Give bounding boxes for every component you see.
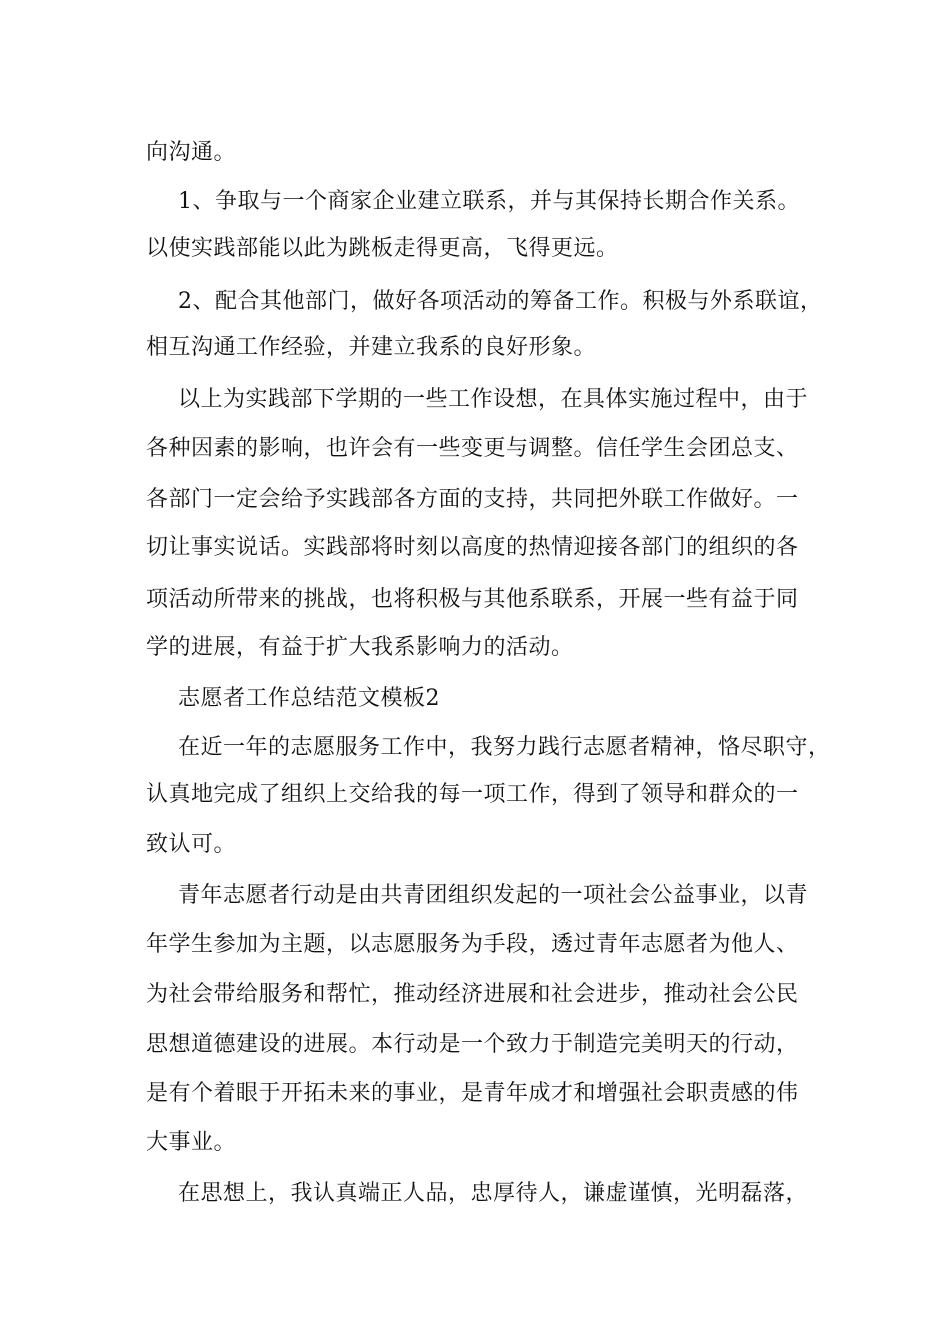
text-line: 年学生参加为主题，以志愿服务为手段，透过青年志愿者为他人、 — [146, 932, 799, 957]
text-line: 青年志愿者行动是由共青团组织发起的一项社会公益事业，以青 — [178, 883, 809, 908]
text-line: 学的进展，有益于扩大我系影响力的活动。 — [146, 635, 574, 660]
text-line: 致认可。 — [146, 832, 237, 857]
text-line: 以使实践部能以此为跳板走得更高，飞得更远。 — [146, 236, 619, 261]
text-line: 大事业。 — [146, 1130, 237, 1155]
text-line: 项活动所带来的挑战，也将积极与其他系联系，开展一些有益于同 — [146, 587, 799, 612]
text-line: 各部门一定会给予实践部各方面的支持，共同把外联工作做好。一 — [146, 487, 799, 512]
text-line: 为社会带给服务和帮忙，推动经济进展和社会进步，推动社会公民 — [146, 982, 799, 1007]
text-line: 是有个着眼于开拓未来的事业，是青年成才和增强社会职责感的伟 — [146, 1081, 799, 1106]
text-line: 1、争取与一个商家企业建立联系，并与其保持长期合作关系。 — [178, 189, 800, 214]
text-line: 切让事实说话。实践部将时刻以高度的热情迎接各部门的组织的各 — [146, 535, 799, 560]
text-line: 在思想上，我认真端正人品，忠厚待人，谦虚谨慎，光明磊落， — [178, 1181, 809, 1206]
text-line: 以上为实践部下学期的一些工作设想，在具体实施过程中，由于 — [178, 387, 809, 412]
text-line: 认真地完成了组织上交给我的每一项工作，得到了领导和群众的一 — [146, 782, 799, 807]
text-line: 各种因素的影响，也许会有一些变更与调整。信任学生会团总支、 — [146, 436, 799, 461]
text-line: 2、配合其他部门，做好各项活动的筹备工作。积极与外系联谊， — [178, 289, 823, 314]
text-line: 在近一年的志愿服务工作中，我努力践行志愿者精神，恪尽职守， — [178, 735, 831, 760]
text-line: 相互沟通工作经验，并建立我系的良好形象。 — [146, 335, 597, 360]
text-line: 思想道德建设的进展。本行动是一个致力于制造完美明天的行动， — [146, 1032, 799, 1057]
section-heading: 志愿者工作总结范文模板2 — [178, 686, 440, 711]
text-line: 向沟通。 — [146, 140, 237, 165]
